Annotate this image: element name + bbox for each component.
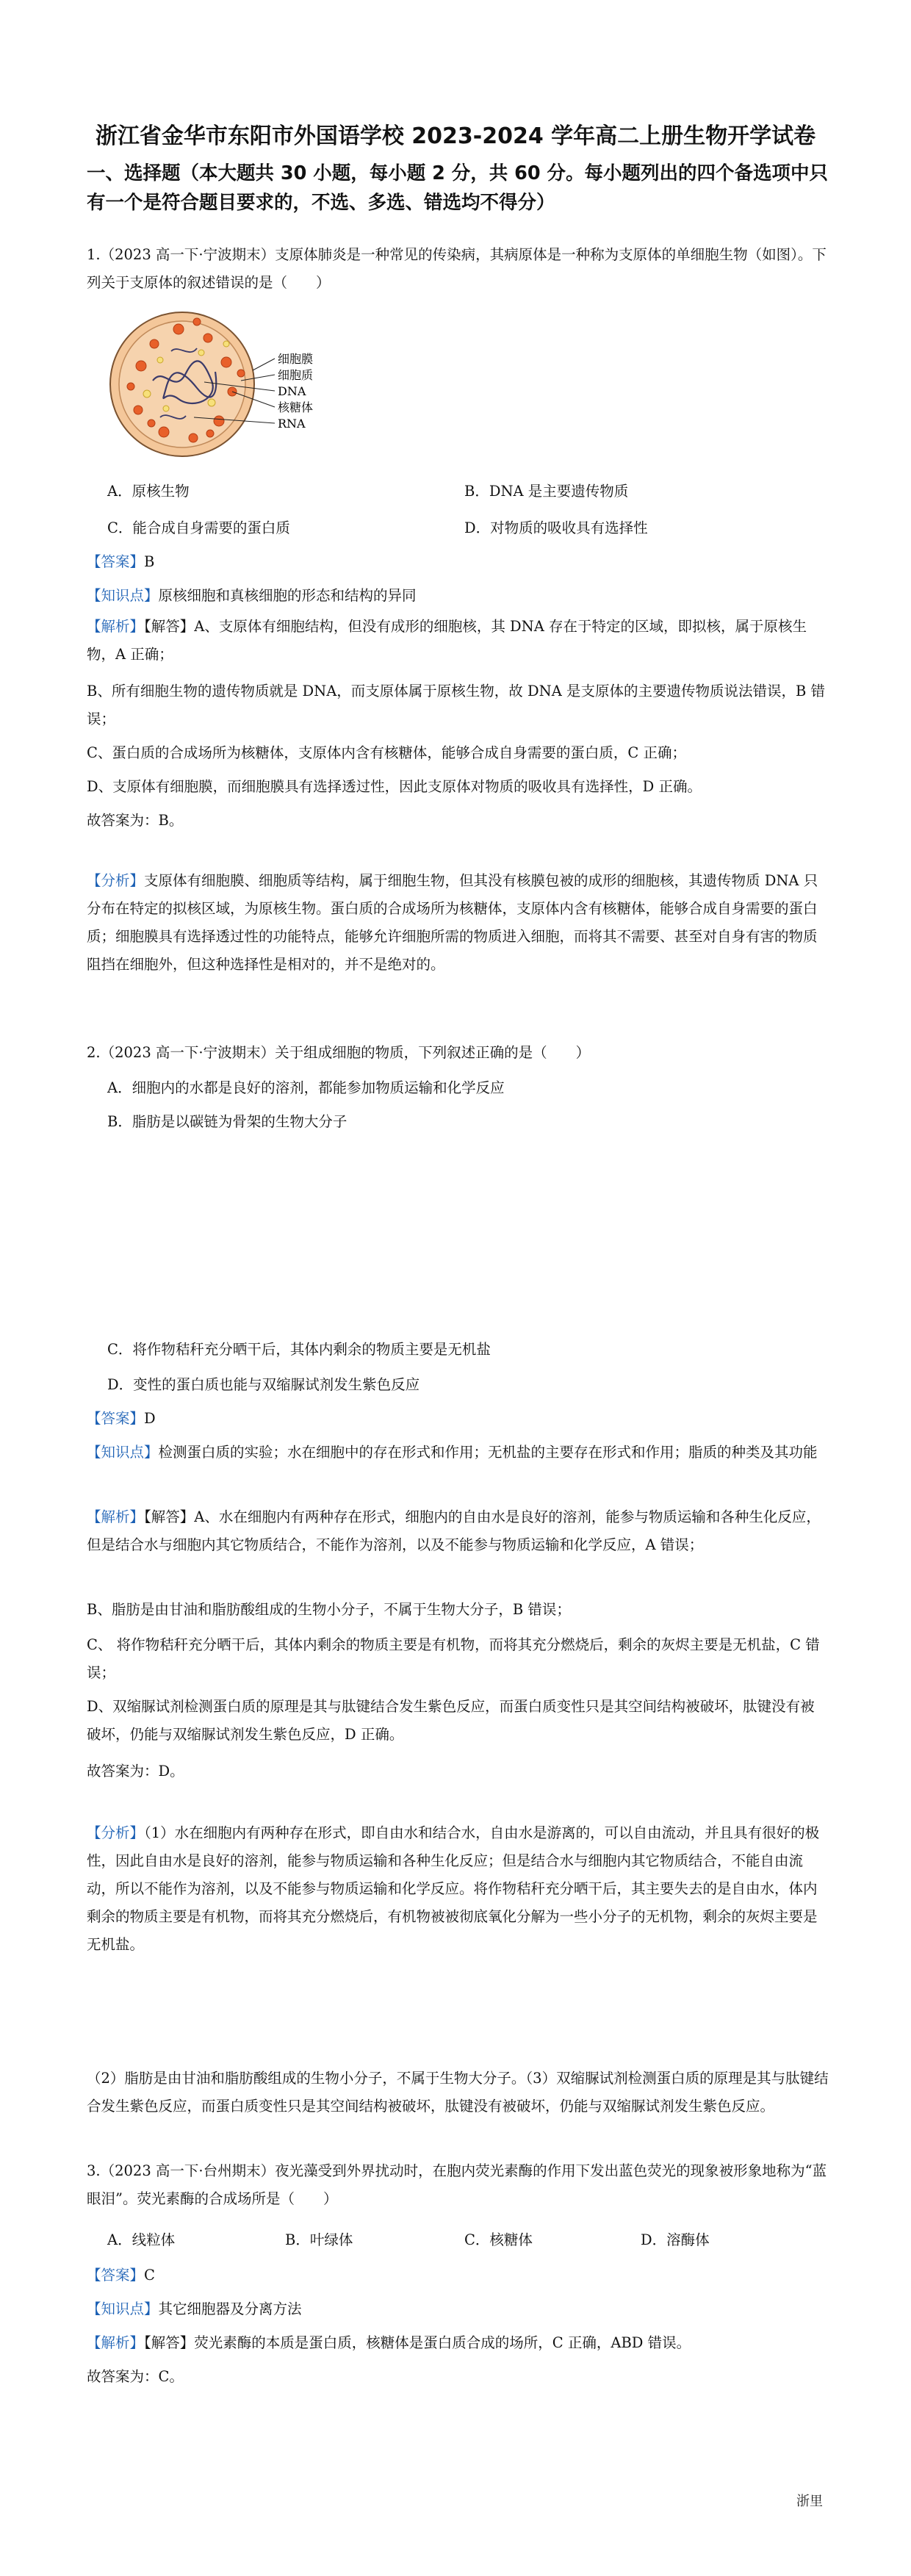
fx-text: （1）水在细胞内有两种存在形式，即自由水和结合水，自由水是游离的，可以自由流动，并且具有很好的极性，因此自由水是良好的溶剂，能参与物质运输和各种生化反应；但是结合水与细胞内其它物质结合，不能自由流动，所以不能作为溶剂，以及不能参与物质运输和化学反应。将作物秸秆充分晒干后，其主要失去的是自由水，体内剩余的物质主要是有机物，而将其充分燃烧后，有机物被被彻底氧化分解为一些小分子的无机物，剩余的灰烬主要是无机盐。 — [87, 1824, 820, 1953]
page-title: 浙江省金华市东阳市外国语学校 2023-2024 学年高二上册生物开学试卷 — [95, 123, 816, 149]
figure-label-rna: RNA — [278, 417, 306, 431]
mycoplasma-figure — [109, 300, 344, 469]
answer-tag: 【答案】 — [87, 2267, 145, 2284]
q2-conclusion: 故答案为：D。 — [87, 1763, 184, 1780]
q2-analysis-2: （2）脂肪是由甘油和脂肪酸组成的生物小分子，不属于生物大分子。（3）双缩脲试剂检测蛋白质的原理是其与肽键结合发生紫色反应，而蛋白质变性只是其空间结构被破坏，肽键没有被破坏，仍能与双缩脲试剂发生紫色反应。 — [87, 2070, 829, 2115]
section-heading: 一、选择题（本大题共 30 小题，每小题 2 分，共 60 分。每小题列出的四个备选项中只有一个是符合题目要求的，不选、多选、错选均不得分） — [87, 162, 828, 214]
q3-answer — [87, 2262, 155, 2289]
kp-tag: 【知识点】 — [87, 587, 159, 604]
q2-explanation-c: C、 将作物秸秆充分晒干后，其体内剩余的物质主要是有机物，而将其充分燃烧后，剩余的灰烬主要是无机盐，C 错误； — [87, 1636, 820, 1681]
q1-answer — [87, 548, 154, 576]
q2-analysis-1 — [87, 1819, 829, 1959]
jx-line: 【解答】A、支原体有细胞结构，但没有成形的细胞核，其 DNA 存在于特定的区域，即拟核，属于原核生物，A 正确； — [87, 618, 807, 663]
jx-tag: 【解析】 — [87, 618, 145, 635]
fx-tag: 【分析】 — [87, 1824, 145, 1841]
q3-explanation — [87, 2329, 691, 2357]
q2-option-d: D．变性的蛋白质也能与双缩脲试剂发生紫色反应 — [107, 1376, 420, 1393]
q1-option-d: D．对物质的吸收具有选择性 — [464, 519, 648, 536]
question-3-stem: 3.（2023 高一下·台州期末）夜光藻受到外界扰动时，在胞内荧光素酶的作用下发出蓝色荧光的现象被形象地称为“蓝眼泪”。荧光素酶的合成场所是（ ） — [87, 2162, 827, 2207]
page-footer: 浙里 — [796, 2494, 823, 2509]
figure-label-cytoplasm: 细胞质 — [278, 368, 314, 382]
answer-tag: 【答案】 — [87, 1410, 145, 1427]
figure-label-membrane: 细胞膜 — [278, 352, 314, 366]
q2-answer — [87, 1405, 156, 1433]
q3-option-d: D．溶酶体 — [641, 2231, 710, 2248]
kp-text: 原核细胞和真核细胞的形态和结构的异同 — [158, 587, 417, 604]
q1-explanation-d: D、支原体有细胞膜，而细胞膜具有选择透过性，因此支原体对物质的吸收具有选择性，D 正确。 — [87, 778, 702, 795]
kp-tag: 【知识点】 — [87, 1444, 159, 1461]
fx-text: 支原体有细胞膜、细胞质等结构，属于细胞生物，但其没有核膜包被的成形的细胞核，其遗传物质 DNA 只分布在特定的拟核区域，为原核生物。蛋白质的合成场所为核糖体，支原体内含有核糖体，能够合成自身需要的蛋白质；细胞膜具有选择透过性的功能特点，能够允许细胞所需的物质进入细胞，而将其不需要、甚至对自身有害的物质阻挡在细胞外，但这种选择性是相对的，并不是绝对的。 — [87, 872, 818, 973]
q2-option-b: B．脂肪是以碳链为骨架的生物大分子 — [107, 1113, 348, 1130]
jx-line: 【解答】A、水在细胞内有两种存在形式，细胞内的自由水是良好的溶剂，能参与物质运输和各种生化反应，但是结合水与细胞内其它物质结合，不能作为溶剂，以及不能参与物质运输和化学反应，A 错误； — [87, 1508, 821, 1553]
q2-knowledge-point — [87, 1439, 829, 1467]
q3-knowledge-point — [87, 2295, 302, 2323]
jx-tag: 【解析】 — [87, 2334, 145, 2351]
q1-explanation-c: C、蛋白质的合成场所为核糖体，支原体内含有核糖体，能够合成自身需要的蛋白质，C 正确； — [87, 744, 687, 761]
q2-option-c: C．将作物秸秆充分晒干后，其体内剩余的物质主要是无机盐 — [107, 1341, 491, 1358]
q2-explanation-a — [87, 1503, 829, 1559]
q3-option-a: A．线粒体 — [107, 2231, 176, 2248]
question-2-stem: 2.（2023 高一下·宁波期末）关于组成细胞的物质，下列叙述正确的是（ ） — [87, 1044, 591, 1061]
jx-tag: 【解析】 — [87, 1508, 145, 1525]
q1-analysis — [87, 867, 829, 979]
q3-option-c: C．核糖体 — [464, 2231, 533, 2248]
cytoplasm-circle — [119, 321, 245, 447]
kp-text: 检测蛋白质的实验；水在细胞中的存在形式和作用；无机盐的主要存在形式和作用；脂质的种类及其功能 — [158, 1444, 818, 1461]
q1-explanation-b: B、所有细胞生物的遗传物质就是 DNA，而支原体属于原核生物，故 DNA 是支原体的主要遗传物质说法错误，B 错误； — [87, 683, 826, 727]
jx-text: 【解答】荧光素酶的本质是蛋白质，核糖体是蛋白质合成的场所，C 正确，ABD 错误。 — [144, 2334, 691, 2351]
answer-value: D — [144, 1410, 156, 1427]
kp-tag: 【知识点】 — [87, 2300, 159, 2317]
q3-option-b: B．叶绿体 — [285, 2231, 353, 2248]
figure-label-ribosome: 核糖体 — [278, 400, 314, 414]
answer-value: B — [144, 553, 155, 570]
label-line-membrane — [253, 359, 275, 370]
q3-conclusion: 故答案为：C。 — [87, 2368, 184, 2385]
kp-text: 其它细胞器及分离方法 — [158, 2300, 302, 2317]
q2-explanation-b: B、脂肪是由甘油和脂肪酸组成的生物小分子，不属于生物大分子，B 错误； — [87, 1601, 571, 1618]
question-1-stem: 1.（2023 高一下·宁波期末）支原体肺炎是一种常见的传染病，其病原体是一种称为支原体的单细胞生物（如图）。下列关于支原体的叙述错误的是（ ） — [87, 246, 827, 291]
q1-explanation-a — [87, 613, 829, 669]
q1-option-a: A．原核生物 — [107, 483, 190, 500]
q2-option-a: A．细胞内的水都是良好的溶剂，都能参加物质运输和化学反应 — [107, 1079, 505, 1096]
figure-label-dna: DNA — [278, 384, 306, 398]
q2-explanation-d: D、双缩脲试剂检测蛋白质的原理是其与肽键结合发生紫色反应，而蛋白质变性只是其空间结构被破坏，肽键没有被破坏，仍能与双缩脲试剂发生紫色反应，D 正确。 — [87, 1698, 815, 1743]
fx-tag: 【分析】 — [87, 872, 145, 889]
q1-option-b: B．DNA 是主要遗传物质 — [464, 483, 629, 500]
answer-value: C — [144, 2267, 155, 2284]
q1-option-c: C．能合成自身需要的蛋白质 — [107, 519, 290, 536]
q1-knowledge-point — [87, 582, 417, 610]
q1-conclusion: 故答案为：B。 — [87, 812, 184, 829]
answer-tag: 【答案】 — [87, 553, 145, 570]
